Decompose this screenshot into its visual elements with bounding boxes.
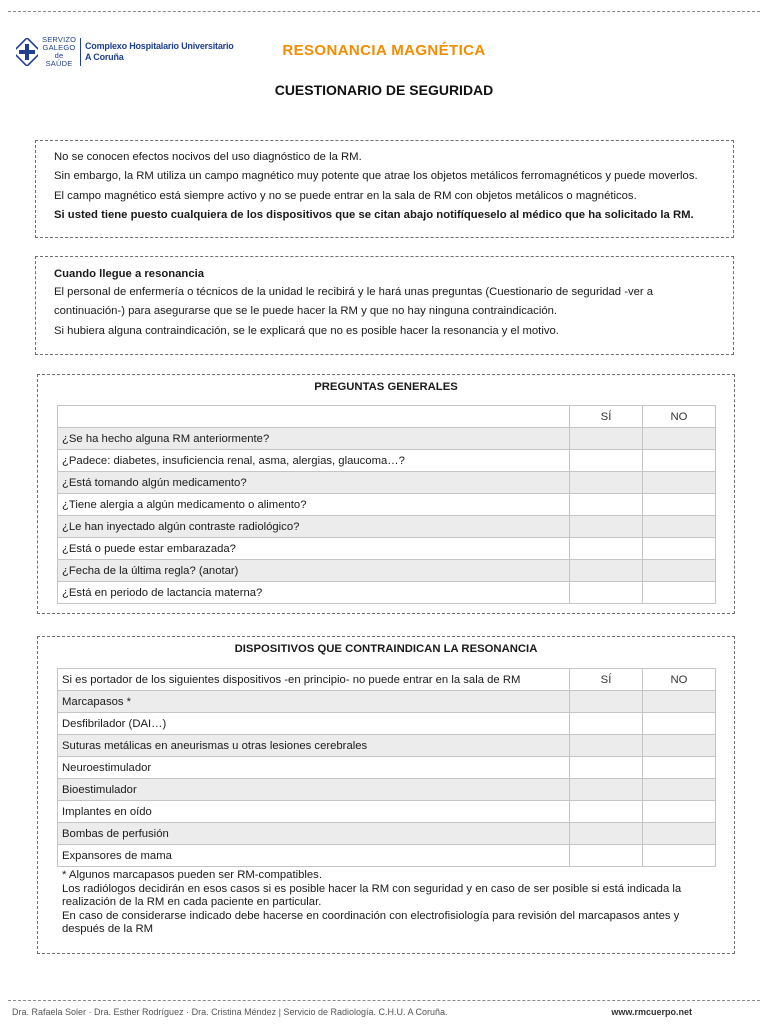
arrival-line: El personal de enfermería o técnicos de la unidad le recibirá y le hará unas preguntas (Cuestionario de seguridad -ver a (54, 286, 654, 298)
question-text: ¿Fecha de la última regla? (anotar) (58, 560, 570, 582)
table-row (58, 713, 716, 735)
hospital-line2: A Coruña (85, 52, 124, 62)
header-no: NO (643, 406, 716, 428)
arrival-line: continuación-) para asegurarse que se le puede hacer la RM y que no hay ninguna contraindicación. (54, 305, 558, 317)
org-line2: GALEGO (42, 43, 76, 52)
device-text: Implantes en oído (58, 801, 570, 823)
yes-answer-cell[interactable] (570, 801, 643, 823)
no-answer-cell[interactable] (643, 494, 716, 516)
top-divider (8, 11, 760, 12)
table-row (58, 801, 716, 823)
table-row (58, 516, 716, 538)
document-subtitle: CUESTIONARIO DE SEGURIDAD (274, 82, 494, 98)
table-row (58, 494, 716, 516)
hospital-name (85, 41, 234, 63)
device-text: Neuroestimulador (58, 757, 570, 779)
question-text: ¿Tiene alergia a algún medicamento o alimento? (58, 494, 570, 516)
yes-answer-cell[interactable] (570, 472, 643, 494)
no-answer-cell[interactable] (643, 538, 716, 560)
device-text: Bombas de perfusión (58, 823, 570, 845)
yes-answer-cell[interactable] (570, 428, 643, 450)
no-answer-cell[interactable] (643, 428, 716, 450)
no-answer-cell[interactable] (643, 801, 716, 823)
hospital-line1: Complexo Hospitalario Universitario (85, 41, 234, 51)
table-row (58, 560, 716, 582)
question-text: ¿Está en periodo de lactancia materna? (58, 582, 570, 604)
header-yes: SÍ (570, 406, 643, 428)
intro-line: No se conocen efectos nocivos del uso diagnóstico de la RM. (54, 151, 362, 163)
table-row (58, 582, 716, 604)
arrival-line: Si hubiera alguna contraindicación, se le explicará que no es posible hacer la resonancia y el motivo. (54, 325, 559, 337)
no-answer-cell[interactable] (643, 713, 716, 735)
table-header-row (58, 669, 716, 691)
yes-answer-cell[interactable] (570, 516, 643, 538)
sergas-logo (16, 36, 234, 68)
yes-answer-cell[interactable] (570, 494, 643, 516)
general-questions-title: PREGUNTAS GENERALES (314, 381, 458, 393)
note-line: En caso de considerarse indicado debe hacerse en coordinación con electrofisiología para revisión del marcapasos antes y después de la RM (62, 909, 680, 935)
intro-line: Sin embargo, la RM utiliza un campo magnético muy potente que atrae los objetos metálicos ferromagnéticos y puede moverlos. (54, 170, 698, 182)
yes-answer-cell[interactable] (570, 691, 643, 713)
question-text: ¿Está o puede estar embarazada? (58, 538, 570, 560)
header-question-cell (58, 406, 570, 428)
footer-website[interactable]: www.rmcuerpo.net (611, 1007, 692, 1017)
yes-answer-cell[interactable] (570, 560, 643, 582)
no-answer-cell[interactable] (643, 450, 716, 472)
no-answer-cell[interactable] (643, 823, 716, 845)
table-row (58, 472, 716, 494)
document-title: RESONANCIA MAGNÉTICA (282, 42, 486, 59)
table-row (58, 757, 716, 779)
devices-section (37, 636, 735, 954)
header-no: NO (643, 669, 716, 691)
question-text: ¿Se ha hecho alguna RM anteriormente? (58, 428, 570, 450)
devices-notes (62, 869, 712, 937)
device-text: Suturas metálicas en aneurismas u otras lesiones cerebrales (58, 735, 570, 757)
arrival-heading: Cuando llegue a resonancia (54, 268, 205, 280)
table-row (58, 735, 716, 757)
no-answer-cell[interactable] (643, 735, 716, 757)
question-text: ¿Padece: diabetes, insuficiencia renal, asma, alergias, glaucoma…? (58, 450, 570, 472)
logo-divider (80, 38, 81, 66)
device-text: Desfibrilador (DAI…) (58, 713, 570, 735)
table-row (58, 691, 716, 713)
general-questions-table (57, 405, 716, 604)
intro-box (35, 140, 734, 238)
no-answer-cell[interactable] (643, 691, 716, 713)
no-answer-cell[interactable] (643, 845, 716, 867)
sergas-wordmark (42, 36, 76, 68)
no-answer-cell[interactable] (643, 757, 716, 779)
no-answer-cell[interactable] (643, 516, 716, 538)
yes-answer-cell[interactable] (570, 713, 643, 735)
note-line: Los radiólogos decidirán en esos casos si es posible hacer la RM con seguridad y en caso de ser posible si está indicada la realización de la RM en cada paciente en particular. (62, 882, 682, 908)
yes-answer-cell[interactable] (570, 823, 643, 845)
device-text: Marcapasos * (58, 691, 570, 713)
devices-table (57, 668, 716, 867)
device-text: Bioestimulador (58, 779, 570, 801)
yes-answer-cell[interactable] (570, 757, 643, 779)
table-row (58, 428, 716, 450)
bottom-divider (8, 1000, 760, 1001)
org-line1: SERVIZO (42, 35, 77, 44)
org-line3: de SAÚDE (45, 51, 73, 68)
table-header-row (58, 406, 716, 428)
question-text: ¿Le han inyectado algún contraste radiológico? (58, 516, 570, 538)
question-text: ¿Está tomando algún medicamento? (58, 472, 570, 494)
intro-warning: Si usted tiene puesto cualquiera de los dispositivos que se citan abajo notifíqueselo al médico que ha solicitado la RM. (54, 209, 694, 221)
arrival-box (35, 256, 734, 355)
devices-intro: Si es portador de los siguientes dispositivos -en principio- no puede entrar en la sala de RM (58, 669, 570, 691)
table-row (58, 823, 716, 845)
device-text: Expansores de mama (58, 845, 570, 867)
yes-answer-cell[interactable] (570, 735, 643, 757)
table-row (58, 538, 716, 560)
table-row (58, 779, 716, 801)
note-line: * Algunos marcapasos pueden ser RM-compatibles. (62, 869, 322, 881)
yes-answer-cell[interactable] (570, 538, 643, 560)
table-row (58, 450, 716, 472)
yes-answer-cell[interactable] (570, 582, 643, 604)
yes-answer-cell[interactable] (570, 450, 643, 472)
yes-answer-cell[interactable] (570, 779, 643, 801)
footer-authors: Dra. Rafaela Soler · Dra. Esther Rodríguez · Dra. Cristina Méndez | Servicio de Radiología. C.H.U. A Coruña. (12, 1007, 448, 1017)
header-yes: SÍ (570, 669, 643, 691)
devices-title: DISPOSITIVOS QUE CONTRAINDICAN LA RESONANCIA (234, 643, 538, 655)
no-answer-cell[interactable] (643, 582, 716, 604)
no-answer-cell[interactable] (643, 560, 716, 582)
no-answer-cell[interactable] (643, 779, 716, 801)
no-answer-cell[interactable] (643, 472, 716, 494)
yes-answer-cell[interactable] (570, 845, 643, 867)
intro-line: El campo magnético está siempre activo y no se puede entrar en la sala de RM con objetos metálicos o magnéticos. (54, 190, 637, 202)
sergas-cross-icon (16, 38, 38, 66)
table-row (58, 845, 716, 867)
general-questions-section (37, 374, 735, 614)
